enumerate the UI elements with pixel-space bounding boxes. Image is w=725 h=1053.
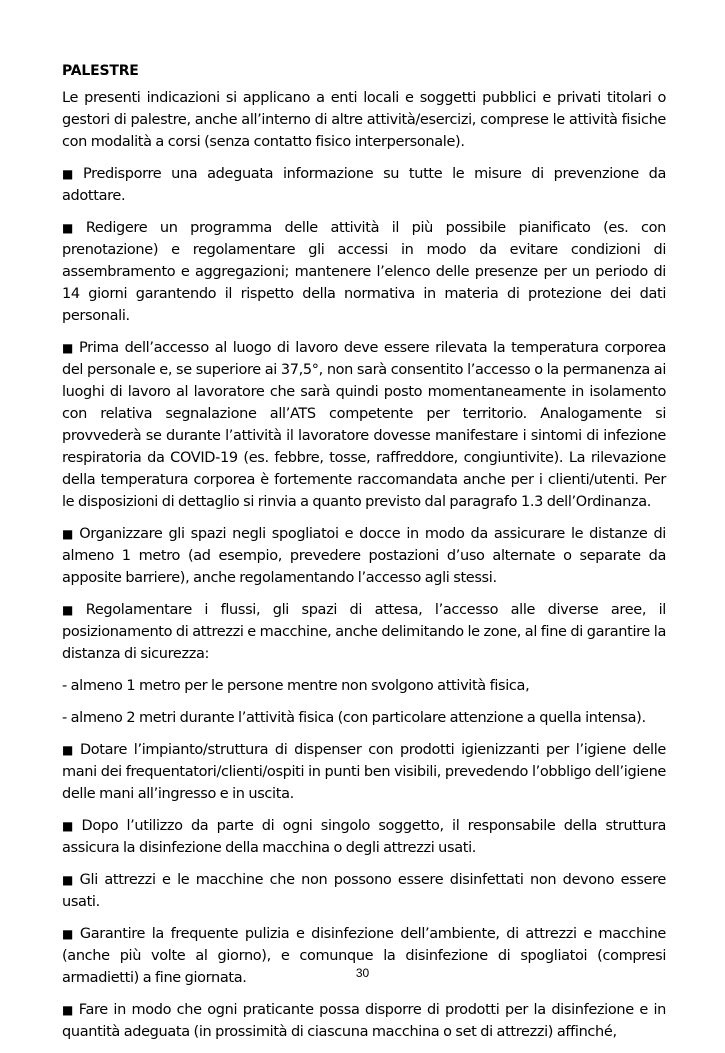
document-page xyxy=(62,60,666,1053)
bullet-item-text: Dotare l’impianto/struttura di dispenser con prodotti igienizzanti per l’igiene delle mani dei frequentatori/clienti/ospiti in punti ben visibili, prevedendo l’obbligo dell’igiene delle mani all’ingresso e in uscita. xyxy=(62,742,666,802)
bullet-item xyxy=(62,337,666,513)
square-bullet-icon: ■ xyxy=(62,819,78,833)
dash-sub-item: - almeno 1 metro per le persone mentre non svolgono attività fisica, xyxy=(62,678,530,694)
square-bullet-icon: ■ xyxy=(62,603,82,617)
bullet-item-text: Fare in modo che ogni praticante possa disporre di prodotti per la disinfezione e in quantità adeguata (in prossimità di ciascuna macchina o set di attrezzi) affinché, xyxy=(62,1002,666,1040)
square-bullet-icon: ■ xyxy=(62,927,76,941)
bullet-item xyxy=(62,163,666,207)
bullet-item xyxy=(62,523,666,589)
bullet-item-text: Garantire la frequente pulizia e disinfezione dell’ambiente, di attrezzi e macchine (anche più volte al giorno), e comunque la disinfezione di spogliatoi (compresi armadietti) a fine giornata. xyxy=(62,926,666,986)
bullet-item-text: Predisporre una adeguata informazione su tutte le misure di prevenzione da adottare. xyxy=(62,166,666,204)
bullet-item-text: Dopo l’utilizzo da parte di ogni singolo soggetto, il responsabile della struttura assicura la disinfezione della macchina o degli attrezzi usati. xyxy=(62,818,666,856)
bullet-item xyxy=(62,869,666,913)
square-bullet-icon: ■ xyxy=(62,341,76,355)
section-title: PALESTRE xyxy=(62,63,139,79)
bullet-item-text: Organizzare gli spazi negli spogliatoi e docce in modo da assicurare le distanze di almeno 1 metro (ad esempio, prevedere postazioni d’uso alternate o separate da apposite barriere), anche regolamentando l’accesso agli stessi. xyxy=(62,526,666,586)
bullet-item xyxy=(62,739,666,805)
bullet-item xyxy=(62,999,666,1043)
bullet-item xyxy=(62,599,666,665)
square-bullet-icon: ■ xyxy=(62,743,76,757)
square-bullet-icon: ■ xyxy=(62,873,76,887)
bullet-item-text: Regolamentare i flussi, gli spazi di attesa, l’accesso alle diverse aree, il posizionamento di attrezzi e macchine, anche delimitando le zone, al fine di garantire la distanza di sicurezza: xyxy=(62,602,666,662)
square-bullet-icon: ■ xyxy=(62,1003,75,1017)
square-bullet-icon: ■ xyxy=(62,527,76,541)
page-number: 30 xyxy=(355,966,370,980)
bullet-item-text: Prima dell’accesso al luogo di lavoro deve essere rilevata la temperatura corporea del personale e, se superiore ai 37,5°, non sarà consentito l’accesso o la permanenza ai luoghi di lavoro al lavoratore che sarà quindi posto momentaneamente in isolamento con relativa segnalazione all’ATS competente per territorio. Analogamente si provvederà se durante l’attività il lavoratore dovesse manifestare i sintomi di infezione respiratoria da COVID-19 (es. febbre, tosse, raffreddore, congiuntivite). La rilevazione della temperatura corporea è fortemente raccomandata anche per i clienti/utenti. Per le disposizioni di dettaglio si rinvia a quanto previsto dal paragrafo 1.3 dell’Ordinanza. xyxy=(62,340,666,510)
intro-paragraph: Le presenti indicazioni si applicano a enti locali e soggetti pubblici e privati titolari o gestori di palestre, anche all’interno di altre attività/esercizi, comprese le attività fisiche con modalità a corsi (senza contatto fisico interpersonale). xyxy=(62,90,666,150)
square-bullet-icon: ■ xyxy=(62,221,82,235)
bullet-item-text: Redigere un programma delle attività il più possibile pianificato (es. con prenotazione) e regolamentare gli accessi in modo da evitare condizioni di assembramento e aggregazioni; mantenere l’elenco delle presenze per un periodo di 14 giorni garantendo il rispetto della normativa in materia di protezione dei dati personali. xyxy=(62,220,666,324)
dash-sub-item: - almeno 2 metri durante l’attività fisica (con particolare attenzione a quella intensa). xyxy=(62,710,646,726)
bullet-item-text: Gli attrezzi e le macchine che non possono essere disinfettati non devono essere usati. xyxy=(62,872,666,910)
bullet-item xyxy=(62,217,666,327)
bullet-item xyxy=(62,815,666,859)
square-bullet-icon: ■ xyxy=(62,167,80,181)
